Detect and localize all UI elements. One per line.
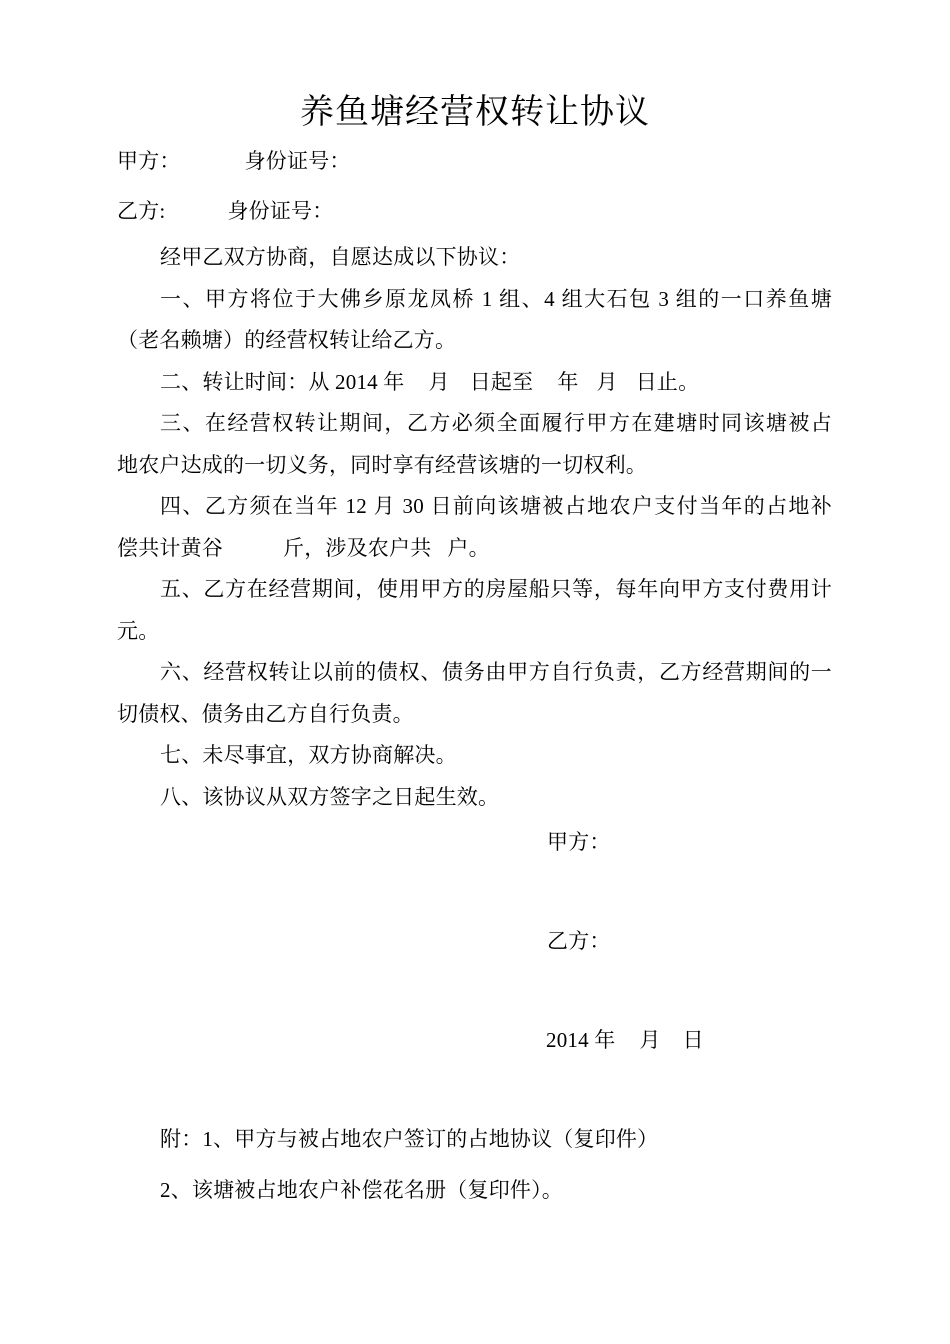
clause-4-grain-label: 偿共计黄谷: [117, 536, 223, 560]
signature-party-a: 甲方：: [547, 830, 611, 854]
clause-5-line-2: 元。: [117, 619, 160, 643]
clause-8: 八、该协议从双方签字之日起生效。: [160, 785, 500, 809]
clause-2-from-year: 二、转让时间：从 2014 年: [160, 370, 405, 394]
clause-6-line-1: 六、经营权转让以前的债权、债务由甲方自行负责，乙方经营期间的一: [160, 660, 832, 684]
clause-4-line-2: [117, 534, 490, 562]
party-b-id-label: 身份证号：: [227, 199, 334, 223]
attachment-2: 2、该塘被占地农户补偿花名册（复印件）。: [160, 1178, 563, 1202]
signature-date: [546, 1026, 704, 1054]
clause-2-from-month: 月: [428, 370, 450, 394]
clause-1-line-1: 一、甲方将位于大佛乡原龙凤桥 1 组、4 组大石包 3 组的一口养鱼塘: [160, 287, 832, 311]
clause-6-line-2: 切债权、债务由乙方自行负责。: [117, 702, 414, 726]
intro-paragraph: 经甲乙双方协商，自愿达成以下协议：: [160, 245, 521, 269]
party-b-label: 乙方:: [117, 199, 166, 223]
clause-1-line-2: （老名赖塘）的经营权转让给乙方。: [117, 328, 457, 352]
clause-3-line-2: 地农户达成的一切义务，同时享有经营该塘的一切权利。: [117, 453, 647, 477]
signature-date-year: 2014 年: [546, 1028, 616, 1052]
party-a-line: [117, 147, 351, 175]
signature-date-day: 日: [682, 1028, 704, 1052]
party-b-line: [117, 197, 333, 225]
signature-party-b: 乙方：: [547, 929, 611, 953]
clause-4-line-1: 四、乙方须在当年 12 月 30 日前向该塘被占地农户支付当年的占地补: [160, 494, 832, 518]
clause-2-to-month: 月: [596, 370, 618, 394]
clause-2-to-year: 年: [557, 370, 579, 394]
attachment-1: 附：1、甲方与被占地农户签订的占地协议（复印件）: [160, 1127, 659, 1151]
clause-2-from-day: 日起至: [469, 370, 534, 394]
clause-7: 七、未尽事宜，双方协商解决。: [160, 743, 457, 767]
document-title: 养鱼塘经营权转让协议: [300, 92, 650, 132]
clause-5-line-1: 五、乙方在经营期间，使用甲方的房屋船只等，每年向甲方支付费用计: [160, 577, 832, 601]
party-a-label: 甲方：: [117, 149, 181, 173]
clause-4-households-label: 斤，涉及农户共: [283, 536, 432, 560]
signature-date-month: 月: [639, 1028, 661, 1052]
clause-3-line-1: 三、在经营权转让期间，乙方必须全面履行甲方在建塘时同该塘被占: [160, 411, 832, 435]
clause-2-to-day: 日止。: [635, 370, 700, 394]
party-a-id-label: 身份证号：: [244, 149, 351, 173]
clause-2: [160, 368, 699, 396]
clause-4-households-unit: 户。: [447, 536, 490, 560]
